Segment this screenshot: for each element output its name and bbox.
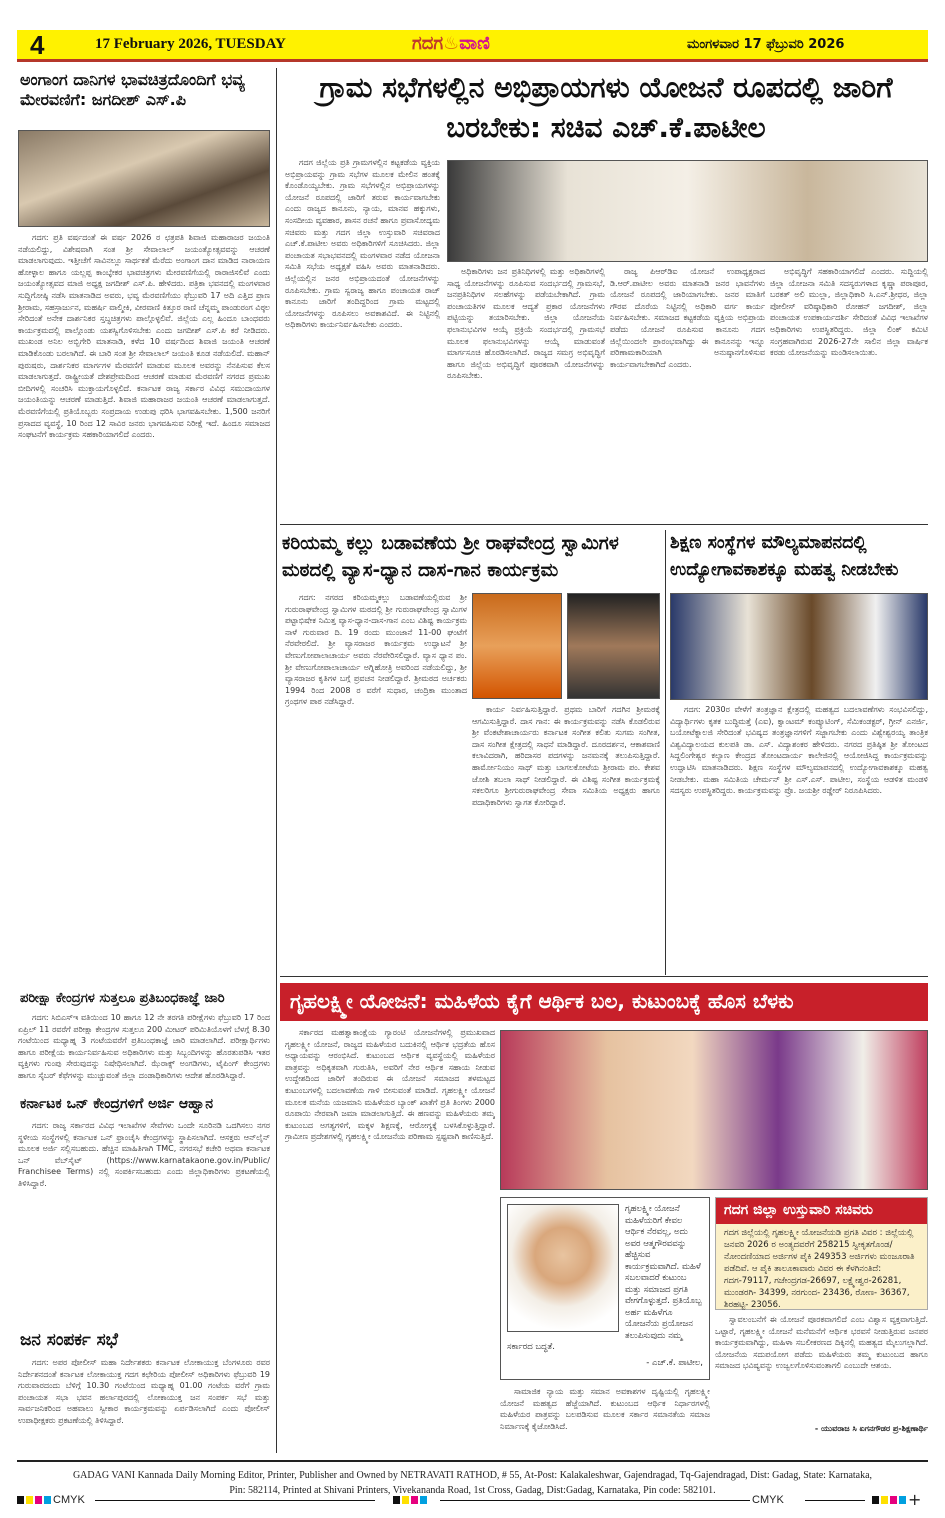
registration-line (95, 1500, 375, 1501)
headline-karnataka-one: ಕರ್ನಾಟಕ ಒನ್ ಕೇಂದ್ರಗಳಿಗೆ ಅರ್ಜಿ ಆಹ್ವಾನ (20, 1096, 214, 1112)
registration-line (440, 1500, 750, 1501)
section-divider (280, 976, 928, 977)
lead-headline: ಗ್ರಾಮ ಸಭೆಗಳಲ್ಲಿನ ಅಭಿಪ್ರಾಯಗಳು ಯೋಜನೆ ರೂಪದಲ್ಲಿ ಜಾರಿಗೆ ಬರಬೇಕು: ಸಚಿವ ಎಚ್.ಕೆ.ಪಾಟೀಲ (319, 71, 893, 144)
cmyk-label: CMYK (752, 1494, 784, 1506)
minister-quote: ಗೃಹಲಕ್ಷ್ಮೀ ಯೋಜನೆ ಮಹಿಳೆಯರಿಗೆ ಕೇವಲ ಆರ್ಥಿಕ ನೆರವಲ್ಲ, ಅದು ಅವರ ಆತ್ಮಗೌರವವನ್ನು ಹೆಚ್ಚಿಸುವ ಕಾರ್ಯಕ್ರಮವಾಗಿದೆ. ಮಹಿಳೆ ಸಬಲವಾದರೆ ಕುಟುಂಬ ಮತ್ತು ಸಮಾಜದ ಪ್ರಗತಿ ವೇಗಗೊಳ್ಳುತ್ತದೆ. ಪ್ರತಿಯೊಬ್ಬ ಅರ್ಹ ಮಹಿಳೆಗೂ ಯೋಜನೆಯ ಪ್ರಯೋಜನ ತಲುಪಿಸುವುದು ನಮ್ಮ ಸರ್ಕಾರದ ಬದ್ಧತೆ. (507, 1204, 702, 1352)
headline-raghavendra-matha: ಕರಿಯಮ್ಮ ಕಲ್ಲು ಬಡಾವಣೆಯ ಶ್ರೀ ರಾಘವೇಂದ್ರ ಸ್ವಾಮಿಗಳ ಮಠದಲ್ಲಿ ವ್ಯಾಸ-ಧ್ಯಾನ ದಾಸ-ಗಾನ ಕಾರ್ಯಕ್ರಮ (282, 533, 619, 581)
date-english: 17 February 2026, TUESDAY (95, 36, 286, 52)
imprint-line-1: GADAG VANI Kannada Daily Morning Editor, Printer, Publisher and Owned by NETRAVATI RATHOD, # 55, At-Post: Kalakaleshwar, Gajendragad, Tq-Gajendragad, Dist: Gadag, State: Karnataka, (72, 1470, 873, 1481)
byline: - ಯುವರಾಜ ಸಿ ಏಗನಗೌಡರ ಪ್ರ-ಶಿಕ್ಷಣಾರ್ಥಿ (814, 1424, 928, 1433)
photo-education-event (670, 593, 928, 700)
photo-planning-meeting (447, 160, 928, 262)
article-body-exam: ಗದಗ: ಸಿಬಿಎಸ್‌ಇ ವತಿಯಿಂದ 10 ಹಾಗೂ 12 ನೇ ತರಗತಿ ಪರೀಕ್ಷೆಗಳು ಫೆಬ್ರುವರಿ 17 ರಿಂದ ಏಪ್ರಿಲ್ 11 ರವರೆಗೆ ಪರೀಕ್ಷಾ ಕೇಂದ್ರಗಳ ಸುತ್ತಲೂ 200 ಮೀಟರ್ ಪರಿಮಿತಿಯೊಳಗೆ ಬೆಳಗ್ಗೆ 8.30 ಗಂಟೆಯಿಂದ ಮಧ್ಯಾಹ್ನ 3 ಗಂಟೆಯವರೆಗೆ ಪ್ರತಿಬಂಧಕಾಜ್ಞೆ ಜಾರಿ ಮಾಡಲಾಗಿದೆ. ಪರೀಕ್ಷಾರ್ಥಿಗಳು ಹಾಗೂ ಪರೀಕ್ಷೆಯ ಕಾರ್ಯನಿರ್ವಹಿಸುವ ಅಧಿಕಾರಿಗಳು ಮತ್ತು ಸಿಬ್ಬಂದಿಗಳನ್ನು ಹೊರತುಪಡಿಸಿ ಇತರ ವ್ಯಕ್ತಿಗಳು ಗುಂಪು ಸೇರುವುದನ್ನು ನಿಷೇಧಿಸಲಾಗಿದೆ. ಝೆರಾಕ್ಸ್ ಅಂಗಡಿಗಳು, ಟೈಪಿಂಗ್ ಕೇಂದ್ರಗಳು ಹಾಗೂ ಸೈಬರ್ ಕೆಫೆಗಳನ್ನು ಮುಚ್ಚುವಂತೆ ಜಿಲ್ಲಾ ದಂಡಾಧಿಕಾರಿಗಳು ಆದೇಶ ಹೊರಡಿಸಿದ್ದಾರೆ. (18, 1013, 270, 1080)
stats-box-body: ಗದಗ ಜಿಲ್ಲೆಯಲ್ಲಿ ಗೃಹಲಕ್ಷ್ಮೀ ಯೋಜನೆಯಡಿ ಪ್ರಗತಿ ವಿವರ : ಜಿಲ್ಲೆಯಲ್ಲಿ ಜನವರಿ 2026 ರ ಅಂತ್ಯದವರೆಗೆ 258215 ಸ್ವೀಕೃತಗೊಂಡ/ ನೋಂದಣಿಯಾದ ಅರ್ಜಿಗಳ ಪೈಕಿ 249353 ಅರ್ಜಿಗಳು ಮಂಜೂರಾತಿ ಪಡೆದಿವೆ. ಆ ಪೈಕಿ ತಾಲೂಕಾವಾರು ವಿವರ ಈ ಕೆಳಗಿನಂತಿದೆ: ಗದಗ-79117, ಗಜೇಂದ್ರಗಡ-26697, ಲಕ್ಷ್ಮೇಶ್ವರ-26281, ಮುಂಡರಗಿ- 34399, ನರಗುಂದ- 23436, ರೋಣ- 36367, ಶಿರಹಟ್ಟಿ- 23056. (724, 1228, 915, 1310)
lead-body-col1: ಗದಗ ಜಿಲ್ಲೆಯ ಪ್ರತಿ ಗ್ರಾಮಗಳಲ್ಲಿನ ಕಟ್ಟಕಡೆಯ ವ್ಯಕ್ತಿಯ ಅಭಿಪ್ರಾಯವನ್ನು ಗ್ರಾಮ ಸಭೆಗಳ ಮೂಲಕ ಮೇಲಿನ ಹಂತಕ್ಕೆ ಕೊಂಡೊಯ್ಯಬೇಕು. ಗ್ರಾಮ ಸಭೆಗಳಲ್ಲಿನ ಅಭಿಪ್ರಾಯಗಳನ್ನು ಯೋಜನೆ ರೂಪದಲ್ಲಿ ಜಾರಿಗೆ ತರುವ ಕಾರ್ಯವಾಗಬೇಕು ಎಂದು ರಾಜ್ಯದ ಕಾನೂನು, ನ್ಯಾಯ, ಮಾನವ ಹಕ್ಕುಗಳು, ಸಂಸದೀಯ ವ್ಯವಹಾರ, ಶಾಸನ ರಚನೆ ಹಾಗೂ ಪ್ರವಾಸೋದ್ಯಮ ಸಚಿವರು ಮತ್ತು ಗದಗ ಜಿಲ್ಲಾ ಉಸ್ತುವಾರಿ ಸಚಿವರಾದ ಎಚ್.ಕೆ.ಪಾಟೀಲ ಅವರು ಅಧಿಕಾರಿಗಳಿಗೆ ಸೂಚಿಸಿದರು. ಜಿಲ್ಲಾ ಪಂಚಾಯತ ಸಭಾಭವನದಲ್ಲಿ ಮಂಗಳವಾರ ನಡೆದ ಯೋಜನಾ ಸಮಿತಿ ಸಭೆಯ ಅಧ್ಯಕ್ಷತೆ ವಹಿಸಿ ಅವರು ಮಾತನಾಡಿದರು. ಜಿಲ್ಲೆಯಲ್ಲಿನ ಜನರ ಅಭಿಪ್ರಾಯದಂತೆ ಯೋಜನೆಗಳನ್ನು ರೂಪಿಸಬೇಕು. ಗ್ರಾಮ ಸ್ವರಾಜ್ಯ ಹಾಗೂ ಪಂಚಾಯತ ರಾಜ್ ಕಾನೂನು ಜಾರಿಗೆ ತಂದಿದ್ದರಿಂದ ಗ್ರಾಮ ಮಟ್ಟದಲ್ಲಿ ಯೋಜನೆಗಳನ್ನು ರೂಪಿಸಲು ಅವಕಾಶವಿದೆ. ಈ ನಿಟ್ಟಿನಲ್ಲಿ ಅಧಿಕಾರಿಗಳು ಕಾರ್ಯನಿರ್ವಹಿಸಬೇಕು ಎಂದರು. (285, 158, 440, 330)
color-registration-marks (872, 1490, 922, 1509)
photo-press-meet (18, 130, 270, 227)
flame-icon: ♨ (443, 33, 460, 54)
color-registration-marks (752, 1495, 784, 1505)
section-divider (280, 524, 928, 525)
district-stats-box (715, 1197, 928, 1310)
column-divider (665, 530, 666, 975)
article-body-education: ಗದಗ: 2030ರ ವೇಳೆಗೆ ತಂತ್ರಜ್ಞಾನ ಕ್ಷೇತ್ರದಲ್ಲಿ ಮಹತ್ವದ ಬದಲಾವಣೆಗಳು ಸಂಭವಿಸಲಿದ್ದು, ವಿದ್ಯಾರ್ಥಿಗಳು ಕೃತಕ ಬುದ್ಧಿಮತ್ತೆ (ಎಐ), ಕ್ವಾಂಟಮ್ ಕಂಪ್ಯೂಟಿಂಗ್, ಸೆಮಿಕಂಡಕ್ಟರ್, ಗ್ರೀನ್ ಎನರ್ಜಿ, ಬಯೋಟೆಕ್ನಾಲಜಿ ಸೇರಿದಂತೆ ಭವಿಷ್ಯದ ತಂತ್ರಜ್ಞಾನಗಳಿಗೆ ಸಜ್ಜಾಗಬೇಕು ಎಂದು ವಿಶ್ವೇಶ್ವರಯ್ಯ ತಾಂತ್ರಿಕ ವಿಶ್ವವಿದ್ಯಾಲಯದ ಕುಲಪತಿ ಡಾ. ಎಸ್. ವಿದ್ಯಾಶಂಕರ ಹೇಳಿದರು. ನಗರದ ಪ್ರತಿಷ್ಠಿತ ಶ್ರೀ ತೋಂಟದ ಸಿದ್ದಲಿಂಗೇಶ್ವರ ಕಲ್ಯಾಣ ಕೇಂದ್ರದ ತೋಂಟದಾರ್ಯ ಕಾಲೇಜಿನಲ್ಲಿ ಆಯೋಜಿಸಿದ್ದ ಕಾರ್ಯಕ್ರಮವನ್ನು ಉದ್ಘಾಟಿಸಿ ಮಾತನಾಡಿದರು. ಶಿಕ್ಷಣ ಸಂಸ್ಥೆಗಳ ಮೌಲ್ಯಮಾಪನದಲ್ಲಿ ಉದ್ಯೋಗಾವಕಾಶಕ್ಕೂ ಮಹತ್ವ ನೀಡಬೇಕು. ಮಹಾ ಸಮಿತಿಯ ಚೇರ್ಮನ್ ಶ್ರೀ ಎಸ್.ಎಸ್. ಪಾಟೀಲ, ಸಂಸ್ಥೆಯ ಆಡಳಿತ ಮಂಡಳಿ ಸದಸ್ಯರು ಉಪಸ್ಥಿತರಿದ್ದರು. ಕಾರ್ಯಕ್ರಮವನ್ನು ಪ್ರೊ. ಜಯಶ್ರೀ ರಡ್ಡೇರ್ ನಿರೂಪಿಸಿದರು. (670, 705, 928, 796)
headline-education: ಶಿಕ್ಷಣ ಸಂಸ್ಥೆಗಳ ಮೌಲ್ಯಮಾಪನದಲ್ಲಿ ಉದ್ಯೋಗಾವಕಾಶಕ್ಕೂ ಮಹತ್ವ ನೀಡಬೇಕು (670, 533, 899, 580)
color-registration-marks (393, 1495, 427, 1505)
headline-organ-donors: ಅಂಗಾಂಗ ದಾನಿಗಳ ಭಾವಚಿತ್ರದೊಂದಿಗೆ ಭವ್ಯ ಮೇರವಣಿಗೆ: ಜಗದೀಶ್ ಎಸ್.ಪಿ (20, 70, 245, 109)
photo-speaker-2 (567, 593, 660, 699)
crosshair-icon: + (908, 1490, 922, 1509)
date-kannada: ಮಂಗಳವಾರ 17 ಫೆಬ್ರುವರಿ 2026 (687, 37, 845, 52)
page-number: 4 (30, 30, 45, 60)
article-body-raghavendra-col1: ಗದಗ: ನಗರದ ಕರಿಯಮ್ಮಕಲ್ಲು ಬಡಾವಣೆಯಲ್ಲಿರುವ ಶ್ರೀ ಗುರುರಾಘವೇಂದ್ರ ಸ್ವಾಮಿಗಳ ಮಠದಲ್ಲಿ ಶ್ರೀ ಗುರುರಾಘವೇಂದ್ರ ಸ್ವಾಮಿಗಳ ಪಟ್ಟಾಭಿಷೇಕ ನಿಮಿತ್ತ ವ್ಯಾಸ-ಧ್ಯಾನ-ದಾಸ-ಗಾನ ಎಂಬ ವಿಶಿಷ್ಟ ಕಾರ್ಯಕ್ರಮ ನಾಳೆ ಗುರುವಾರ ದಿ. 19 ರಂದು ಮುಂಜಾನೆ 11-00 ಘಂಟೆಗೆ ನೆರವೇರಲಿದೆ. ಶ್ರೀ ವ್ಯಾಸರಾಜರ ಕಾರ್ಯಕ್ರಮ ಉದ್ಘಾಟನೆ ಶ್ರೀ ವೇಣುಗೋಪಾಲಾಚಾರ್ಯ ಅವರು ನೆರವೇರಿಸಲಿದ್ದಾರೆ. ವ್ಯಾಸ ಧ್ಯಾನ ಪಂ. ಶ್ರೀ ವೇಣುಗೋಪಾಲಾಚಾರ್ಯ ಅಗ್ನಿಹೋತ್ರಿ ಅವರಿಂದ ನಡೆಯಲಿದ್ದು, ಶ್ರೀ ವ್ಯಾಸರಾಜರ ಕೃತಿಗಳ ಬಗ್ಗೆ ಪ್ರವಚನ ನೀಡಲಿದ್ದಾರೆ. ಶ್ರೀಮಠದ ಅರ್ಚಕರು 1994 ರಿಂದ 2008 ರ ವರೆಗೆ ಸುಧಾರ, ಚಂದ್ರಿಕಾ ಮುಂತಾದ ಗ್ರಂಥಗಳ ಪಾಠ ನಡೆಸಿದ್ದಾರೆ. (285, 593, 467, 707)
cmyk-label: CMYK (53, 1494, 85, 1506)
column-divider (276, 68, 277, 1453)
headline-jana-samparka: ಜನ ಸಂಪರ್ಕ ಸಭೆ (20, 1330, 118, 1350)
photo-minister-hk-patil (507, 1204, 619, 1332)
photo-gruhalakshmi-event (500, 1030, 928, 1190)
imprint (17, 1460, 928, 1498)
gruhalakshmi-banner: ಗೃಹಲಕ್ಷ್ಮೀ ಯೋಜನೆ: ಮಹಿಳೆಯ ಕೈಗೆ ಆರ್ಥಿಕ ಬಲ, ಕುಟುಂಬಕ್ಕೆ ಹೊಸ ಬೆಳಕು (280, 983, 928, 1021)
headline-exam-prohibitory: ಪರೀಕ್ಷಾ ಕೇಂದ್ರಗಳ ಸುತ್ತಲೂ ಪ್ರತಿಬಂಧಕಾಜ್ಞೆ ಜಾರಿ (20, 991, 225, 1006)
lead-body-col3: ರಾಜ್ಯ ಪಿಆರ್‌ಡಿಐ ಯೋಜನೆ ಉಪಾಧ್ಯಕ್ಷರಾದ ಡಿ.ಆರ್.ಪಾಟೀಲ ಅವರು ಮಾತನಾಡಿ ಜನರ ಭಾವನೆಗಳು ಯೋಜನೆ ರೂಪದಲ್ಲಿ ಜಾರಿಯಾಗಬೇಕು. ಜನರ ಮಾತಿಗೆ ಗೌರವ ದೊರೆಯ ನಿಟ್ಟಿನಲ್ಲಿ ಅಧಿಕಾರಿ ವರ್ಗ ಕಾರ್ಯ ನಿರ್ವಹಿಸಬೇಕು. ಸಮಾಜದ ಕಟ್ಟಕಡೆಯ ವ್ಯಕ್ತಿಯ ಅಭಿಪ್ರಾಯ ಪಡೆದು ಯೋಜನೆ ರೂಪಿಸುವ ಕಾನೂನು ಗದಗ ಜಿಲ್ಲೆಯಿಂದಲೇ ಪ್ರಾರಂಭವಾಗಿದ್ದು ಈ ಕಾನೂನನ್ನು ಇನ್ನೂ ಪರಿಣಾಮಕಾರಿಯಾಗಿ ಅನುಷ್ಠಾನಗೊಳಿಸುವ ಕಾರ್ಯವಾಗಬೇಕಾಗಿದೆ ಎಂದರು. (610, 267, 765, 369)
article-body-raghavendra-col2: ಕಾರ್ಯ ನಿರ್ವಹಿಸುತ್ತಿದ್ದಾರೆ. ಪ್ರಥಮ ಬಾರಿಗೆ ಗದಗಿನ ಶ್ರೀಮಠಕ್ಕೆ ಆಗಮಿಸುತ್ತಿದ್ದಾರೆ. ದಾಸ ಗಾನ: ಈ ಕಾರ್ಯಕ್ರಮವನ್ನು ನಡೆಸಿ ಕೊಡಲಿರುವ ಶ್ರೀ ವೆಂಕಟೇಶಾಚಾರ್ಯರು ಕರ್ನಾಟಕ ಸಂಗೀತ ಕಲಿತು ಸುಗಮ ಸಂಗೀತ, ದಾಸ ಸಂಗೀತ ಕ್ಷೇತ್ರದಲ್ಲಿ ಸಾಧನೆ ಮಾಡಿದ್ದಾರೆ. ದೂರದರ್ಶನ, ಆಕಾಶವಾಣಿ ಕಲಾವಿದರಾಗಿ, ಹರಿದಾಸರ ಪದಗಳನ್ನು ಜನಮನಕ್ಕೆ ತಲುಪಿಸುತ್ತಿದ್ದಾರೆ. ಹಾರ್ಮೋನಿಯಂ ಸಾಥ್ ಮತ್ತು ಬಾಗಲಕೋಟೆಯ ಶ್ರೀರಾಮ ಪಂ. ಕೇಶವ ಜೋಶಿ ತಬಲಾ ಸಾಥ್ ನೀಡಲಿದ್ದಾರೆ. ಈ ವಿಶಿಷ್ಟ ಸಂಗೀತ ಕಾರ್ಯಕ್ರಮಕ್ಕೆ ಸಕಲರಿಗೂ ಶ್ರೀಗುರುರಾಘವೇಂದ್ರ ಸೇವಾ ಸಮಿತಿಯ ಅಧ್ಯಕ್ಷರು ಹಾಗೂ ಪದಾಧಿಕಾರಿಗಳು ಸ್ವಾಗತ ಕೋರಿದ್ದಾರೆ. (472, 705, 660, 807)
article-body-karnataka-one: ಗದಗ: ರಾಜ್ಯ ಸರ್ಕಾರದ ವಿವಿಧ ಇಲಾಖೆಗಳ ಸೇವೆಗಳು ಒಂದೇ ಸೂರಿನಡಿ ಒದಗಿಸಲು ನಗರ ಸ್ಥಳೀಯ ಸಂಸ್ಥೆಗಳಲ್ಲಿ ಕರ್ನಾಟಕ ಒನ್ ಫ್ರಾಂಚೈಸಿ ಕೇಂದ್ರಗಳನ್ನು ಸ್ಥಾಪಿಸಲಾಗಿದೆ. ಆಸಕ್ತರು ಆನ್‌ಲೈನ್ ಮೂಲಕ ಅರ್ಜಿ ಸಲ್ಲಿಸಬಹುದು. ಹೆಚ್ಚಿನ ಮಾಹಿತಿಗಾಗಿ TMC, ನಗರಸಭೆ ಕಚೇರಿ ಅಥವಾ ಕರ್ನಾಟಕ ಒನ್ ವೆಬ್‌ಸೈಟ್ (https://www.karnatakaone.gov.in/Public/ Franchisee Terms) ನಲ್ಲಿ ಸಂಪರ್ಕಿಸಬಹುದು ಎಂದು ಜಿಲ್ಲಾಧಿಕಾರಿಗಳು ಪ್ರಕಟಣೆಯಲ್ಲಿ ತಿಳಿಸಿದ್ದಾರೆ. (18, 1121, 270, 1188)
masthead-bar (17, 30, 928, 62)
newspaper-logo: ಗದಗ♨ವಾಣಿ (412, 33, 490, 54)
registration-line (805, 1500, 865, 1501)
quote-author: - ಎಚ್.ಕೆ. ಪಾಟೀಲ, (646, 1357, 703, 1368)
lead-body-col4: ಅಭಿವೃದ್ಧಿಗೆ ಸಹಕಾರಿಯಾಗಲಿದೆ ಎಂದರು. ಸುದ್ದಿಯಲ್ಲಿ ಜಿಲ್ಲಾ ಯೋಜನಾ ಸಮಿತಿ ಸದಸ್ಯರುಗಳಾದ ಕೃಷ್ಣಾ ಪರಾಪೂರ, ಬರಕತ್ ಅಲಿ ಮುಲ್ಲಾ, ಜಿಲ್ಲಾಧಿಕಾರಿ ಸಿ.ಎನ್.ಶ್ರೀಧರ, ಜಿಲ್ಲಾ ಪೋಲೀಸ್ ವರಿಷ್ಠಾಧಿಕಾರಿ ರೋಹನ್ ಜಗದೀಶ್, ಜಿಲ್ಲಾ ಪಂಚಾಯತ ಉಪಕಾರ್ಯದರ್ಶಿ ಸೇರಿದಂತೆ ವಿವಿಧ ಇಲಾಖೆಗಳ ಅಧಿಕಾರಿಗಳು ಉಪಸ್ಥಿತರಿದ್ದರು. ಜಿಲ್ಲಾ ಲಿಂಕ್ ಕಮಿಟಿ ಸಂಗ್ರಹವಾಗಿರುವ 2026-27ನೇ ಸಾಲಿನ ಜಿಲ್ಲಾ ವಾರ್ಷಿಕ ಕರಡು ಯೋಜನೆಯನ್ನು ಮಂಡಿಸಲಾಯಿತು. (770, 267, 928, 358)
article-body-organ-donors: ಗದಗ: ಪ್ರತಿ ವರ್ಷದಂತೆ ಈ ವರ್ಷ 2026 ರ ಛತ್ರಪತಿ ಶಿವಾಜಿ ಮಹಾರಾಜರ ಜಯಂತಿ ನಡೆಯಲಿದ್ದು, ವಿಶೇಷವಾಗಿ ಸಂತ ಶ್ರೀ ಸೇವಾಲಾಲ್ ಜಯಂತ್ಯೋತ್ಸವವನ್ನು ಆಚರಣೆ ಮಾಡಲಾಗುವುದು. ಇತ್ತೀಚೆಗೆ ಸಾವಿನಲ್ಲೂ ಸಾರ್ಥಕತೆ ಮೆರೆದು ಅಂಗಾಂಗ ದಾನ ಮಾಡಿದ ನಾರಾಯಣ ಹೋಳ್ಳಾಲ ಹಾಗೂ ಯಲ್ಲಪ್ಪ ಕಾಂಬ್ಳೇಕರ ಭಾವಚಿತ್ರಗಳು ಮೇರವಣಿಗೆಯಲ್ಲಿ ರಾರಾಜಿಸಲಿವೆ ಎಂದು ಜಯಂತ್ಯೋತ್ಸವದ ಮಾಜಿ ಅಧ್ಯಕ್ಷ ಜಗದೀಶ್ ಎಸ್.ಪಿ. ಹೇಳಿದರು. ಪತ್ರಿಕಾ ಭವನದಲ್ಲಿ ಮಂಗಳವಾರ ಸುದ್ದಿಗೋಷ್ಠಿ ನಡೆಸಿ ಮಾತನಾಡಿದ ಅವರು, ಭವ್ಯ ಮೆರವಣಿಗೆಯು ಫೆಬ್ರುವರಿ 17 ಅದಿ ಎತ್ತಿದ ಪ್ರಾಣ ಶ್ರೀರಾಮ, ಸಹಸ್ರಾರ್ಜುನ, ಮಹರ್ಷಿ ವಾಲ್ಮೀಕಿ, ವೀರವಾಣಿ ಕಿತ್ತೂರ ರಾಣಿ ಚೆನ್ನಮ್ಮ ಪಾಂಡುರಂಗ ವಿಠ್ಠಲ ಸೇರಿದಂತೆ ಅನೇಕ ದಾರ್ಶನಿಕರ ಸ್ತಬ್ಧಚಿತ್ರಗಳು ಪಾಲ್ಗೊಳ್ಳಲಿವೆ. ಜಿಲ್ಲೆಯ ಎಲ್ಲ ಹಿಂದೂ ಬಾಂಧವರು ಕಾರ್ಯಕ್ರಮದಲ್ಲಿ ಪಾಲ್ಗೊಂಡು ಯಶಸ್ವಿಗೊಳಿಸಬೇಕು ಎಂದು ಜಗದೀಶ್ ಎಸ್.ಪಿ ಕರೆ ನೀಡಿದರು. ಮುಖಂಡ ಅನಿಲ ಅಬ್ಬಿಗೇರಿ ಮಾತನಾಡಿ, ಕಳೆದ 10 ವರ್ಷದಿಂದ ಶಿವಾಜಿ ಜಯಂತಿ ಆಚರಣೆ ಮಾಡಿಕೊಂಡು ಬರಲಾಗಿದೆ. ಈ ಬಾರಿ ಸಂತ ಶ್ರೀ ಸೇವಾಲಾಲ್ ಜಯಂತಿ ಕೂಡ ನಡೆಯಲಿದೆ. ಮಹಾನ್ ಪುರುಷರು, ದಾರ್ಶನಿಕರ ಮಾರ್ಗಗಳ ಮೆರವಣಿಗೆ ಮಾಡುವ ಮೂಲಕ ಅವರನ್ನು ನೆನಪಿಸುವ ಕೆಲಸ ಮಾಡಲಾಗುತ್ತದೆ. ರಾಷ್ಟ್ರೀಯತೆ ದೇಶಪ್ರೇಮದಿಂದ ಆಚರಣೆ ಮಾಡುವ ಮೆರವಣಿಗೆ ನಗರದ ಪ್ರಮುಖ ಬೀದಿಗಳಲ್ಲಿ ಸಂಚರಿಸಿ ಮುಕ್ತಾಯಗೊಳ್ಳಲಿದೆ. ಕರ್ನಾಟಕ ರಾಜ್ಯ ಸರ್ಕಾರ ವಿವಿಧ ಸಮುದಾಯಗಳ ಜಯಂತಿಯನ್ನು ಆಚರಣೆ ಮಾಡುತ್ತಿದೆ. ಶಿವಾಜಿ ಮಹಾರಾಜರ ಜಯಂತಿ ಆಚರಣೆ ಮಾಡಲಾಗುತ್ತದೆ. ಮೆರವಣಿಗೆಯಲ್ಲಿ ಪ್ರತಿಯೊಬ್ಬರು ಸಂಪ್ರದಾಯ ಉಡುಪು ಧರಿಸಿ ಭಾಗವಹಿಸಬೇಕು. 1,500 ಜನರಿಗೆ ಪ್ರಸಾದದ ವ್ಯವಸ್ಥೆ, 10 ರಿಂದ 12 ಸಾವಿರ ಜನರು ಭಾಗವಹಿಸುವ ನಿರೀಕ್ಷೆ ಇದೆ. ಹಿಂದೂ ಸಮಾಜದ ಸಂಘಟನೆಗೆ ಕಾರ್ಯಕ್ರಮ ಸಹಕಾರಿಯಾಗಲಿದೆ ಎಂದರು. (18, 233, 270, 440)
stats-box-title: ಗದಗ ಜಿಲ್ಲಾ ಉಸ್ತುವಾರಿ ಸಚಿವರು (716, 1198, 927, 1224)
article-body-jana-samparka: ಗದಗ: ಅಪರ ಪೋಲೀಸ್ ಮಹಾ ನಿರ್ದೇಶಕರು ಕರ್ನಾಟಕ ಲೋಕಾಯುಕ್ತ ಬೆಂಗಳೂರು ರವರ ನಿರ್ದೇಶನದಂತೆ ಕರ್ನಾಟಕ ಲೋಕಾಯುಕ್ತ ಗದಗ ಕಛೇರಿಯ ಪೋಲೀಸ್ ಅಧಿಕಾರಿಗಳು ಫೆಬ್ರುವರಿ 19 ಗುರುವಾರದಂದು ಬೆಳಿಗ್ಗೆ 10.30 ಗಂಟೆಯಿಂದ ಮಧ್ಯಾಹ್ನ 01.00 ಗಂಟೆಯ ವರೆಗೆ ಗ್ರಾಮ ಪಂಚಾಯತ ಸಭಾ ಭವನ ಹರ್ಲಾಪುರದಲ್ಲಿ ಲೋಕಾಯುಕ್ತ ಜನ ಸಂಪರ್ಕ ಸಭೆ ಮತ್ತು ಸಾರ್ವಜನಿಕರಿಂದ ಅಹವಾಲು ಸ್ವೀಕಾರ ಕಾರ್ಯಕ್ರಮವನ್ನು ಏರ್ಪಡಿಸಲಾಗಿದೆ ಎಂದು ಪೋಲೀಸ್ ಉಪಾಧೀಕ್ಷಕರು ಪ್ರಕಟಣೆಯಲ್ಲಿ ತಿಳಿಸಿದ್ದಾರೆ. (18, 1358, 270, 1425)
article-body-gruhalakshmi-col1: ಸರ್ಕಾರದ ಮಹತ್ವಾಕಾಂಕ್ಷೆಯ ಗ್ಯಾರಂಟಿ ಯೋಜನೆಗಳಲ್ಲಿ ಪ್ರಮುಖವಾದ ಗೃಹಲಕ್ಷ್ಮೀ ಯೋಜನೆ, ರಾಜ್ಯದ ಮಹಿಳೆಯರ ಬದುಕಿನಲ್ಲಿ ಆರ್ಥಿಕ ಭದ್ರತೆಯ ಹೊಸ ಅಧ್ಯಾಯವನ್ನು ಆರಂಭಿಸಿದೆ. ಕುಟುಂಬದ ಆರ್ಥಿಕ ವ್ಯವಸ್ಥೆಯಲ್ಲಿ ಮಹಿಳೆಯರ ಪಾತ್ರವನ್ನು ಅಧಿಕೃತವಾಗಿ ಗುರುತಿಸಿ, ಅವರಿಗೆ ನೇರ ಆರ್ಥಿಕ ಸಹಾಯ ನೀಡುವ ಉದ್ದೇಶದಿಂದ ಜಾರಿಗೆ ತಂದಿರುವ ಈ ಯೋಜನೆ ಸಮಾಜದ ತಳಮಟ್ಟದ ಕುಟುಂಬಗಳಲ್ಲಿ ಬದಲಾವಣೆಯ ಗಾಳಿ ಬೀಸುವಂತೆ ಮಾಡಿದೆ. ಗೃಹಲಕ್ಷ್ಮೀ ಯೋಜನೆ ಮೂಲಕ ಮನೆಯ ಯಜಮಾನಿ ಮಹಿಳೆಯರ ಬ್ಯಾಂಕ್ ಖಾತೆಗೆ ಪ್ರತಿ ತಿಂಗಳು 2000 ರೂಪಾಯಿ ನೇರವಾಗಿ ಜಮಾ ಮಾಡಲಾಗುತ್ತಿದೆ. ಈ ಹಣವನ್ನು ಮಹಿಳೆಯರು ತಮ್ಮ ಕುಟುಂಬದ ಅಗತ್ಯಗಳಿಗೆ, ಮಕ್ಕಳ ಶಿಕ್ಷಣಕ್ಕೆ, ಆರೋಗ್ಯಕ್ಕೆ ಬಳಸಿಕೊಳ್ಳುತ್ತಿದ್ದಾರೆ. ಗ್ರಾಮೀಣ ಪ್ರದೇಶಗಳಲ್ಲಿ ಗೃಹಲಕ್ಷ್ಮೀ ಯೋಜನೆಯ ಪರಿಣಾಮ ಸ್ಪಷ್ಟವಾಗಿ ಕಾಣಿಸುತ್ತಿದೆ. (285, 1028, 495, 1142)
article-body-gruhalakshmi-col3: ಸ್ವಾವಲಂಬನೆಗೆ ಈ ಯೋಜನೆ ಪೂರಕವಾಗಲಿದೆ ಎಂಬ ವಿಶ್ವಾಸ ವ್ಯಕ್ತವಾಗುತ್ತಿದೆ. ಒಟ್ಟಾರೆ, ಗೃಹಲಕ್ಷ್ಮೀ ಯೋಜನೆ ಮನೆಮನೆಗೆ ಆರ್ಥಿಕ ಭರವಸೆ ನೀಡುತ್ತಿರುವ ಜನಪರ ಕಾರ್ಯಕ್ರಮವಾಗಿದ್ದು, ಮಹಿಳಾ ಸಬಲೀಕರಣದ ದಿಕ್ಕಿನಲ್ಲಿ ಮಹತ್ವದ ಮೈಲುಗಲ್ಲಾಗಿದೆ. ಯೋಜನೆಯ ಸದುಪಯೋಗ ಪಡೆದು ಮಹಿಳೆಯರು ತಮ್ಮ ಕುಟುಂಬದ ಹಾಗೂ ಸಮಾಜದ ಭವಿಷ್ಯವನ್ನು ಉಜ್ವಲಗೊಳಿಸುವಂತಾಗಲಿ ಎಂಬುದೇ ಆಶಯ. (715, 1315, 928, 1371)
lead-body-col2: ಅಧಿಕಾರಿಗಳು ಜನ ಪ್ರತಿನಿಧಿಗಳಲ್ಲಿ ಮತ್ತು ಅಧಿಕಾರಿಗಳಲ್ಲಿ ಸಾಧ್ಯ ಯೋಜನೆಗಳನ್ನು ರೂಪಿಸುವ ಸಂದರ್ಭದಲ್ಲಿ ಗ್ರಾಮಸಭೆ, ಜನಪ್ರತಿನಿಧಿಗಳ ಸಲಹೆಗಳನ್ನು ಪಡೆಯಬೇಕಾಗಿದೆ. ಗ್ರಾಮ ಪಂಚಾಯತಿಗಳ ಮೂಲಕ ಆದ್ಯತೆ ಪ್ರಕಾರ ಯೋಜನೆಗಳು ಪಟ್ಟಿಯನ್ನು ತಯಾರಿಸಬೇಕು. ಜಿಲ್ಲಾ ಯೋಜನೆಯ ಫಲಾನುಭವಿಗಳ ಆಯ್ಕೆ ಪ್ರಕ್ರಿಯೆ ಸಂದರ್ಭದಲ್ಲಿ ಗ್ರಾಮಸಭೆ ಮೂಲಕ ಫಲಾನುಭವಿಗಳನ್ನು ಆಯ್ಕೆ ಮಾಡುವಂತೆ ಮಾರ್ಗಸೂಚಿ ಹೊರಡಿಸಲಾಗಿದೆ. ರಾಜ್ಯದ ಸಮಗ್ರ ಅಭಿವೃದ್ಧಿಗೆ ಹಾಗೂ ಜಿಲ್ಲೆಯ ಅಭಿವೃದ್ಧಿಗೆ ಪೂರಕವಾಗಿ ಯೋಜನೆಗಳನ್ನು ರೂಪಿಸಬೇಕು. (447, 267, 605, 381)
color-registration-marks (17, 1495, 85, 1505)
article-body-gruhalakshmi-col2: ಸಾಮಾಜಿಕ ನ್ಯಾಯ ಮತ್ತು ಸಮಾನ ಅವಕಾಶಗಳ ದೃಷ್ಟಿಯಲ್ಲಿ ಗೃಹಲಕ್ಷ್ಮೀ ಯೋಜನೆ ಮಹತ್ವದ ಹೆಜ್ಜೆಯಾಗಿದೆ. ಕುಟುಂಬದ ಆರ್ಥಿಕ ನಿರ್ಧಾರಗಳಲ್ಲಿ ಮಹಿಳೆಯರ ಪಾತ್ರವನ್ನು ಬಲಪಡಿಸುವ ಮೂಲಕ ಸರ್ಕಾರ ಸಮಾನತೆಯ ಸಮಾಜ ನಿರ್ಮಾಣಕ್ಕೆ ಕೈಜೋಡಿಸಿದೆ. (500, 1387, 710, 1431)
minister-quote-box (500, 1197, 710, 1380)
imprint-line-2: Pin: 582114, Printed at Shivani Printers, Vivekananda Road, 1st Cross, Gadag, Dist:Gadag, Karnataka, Pin code: 582101. (229, 1485, 716, 1496)
photo-speaker-1 (472, 593, 562, 699)
